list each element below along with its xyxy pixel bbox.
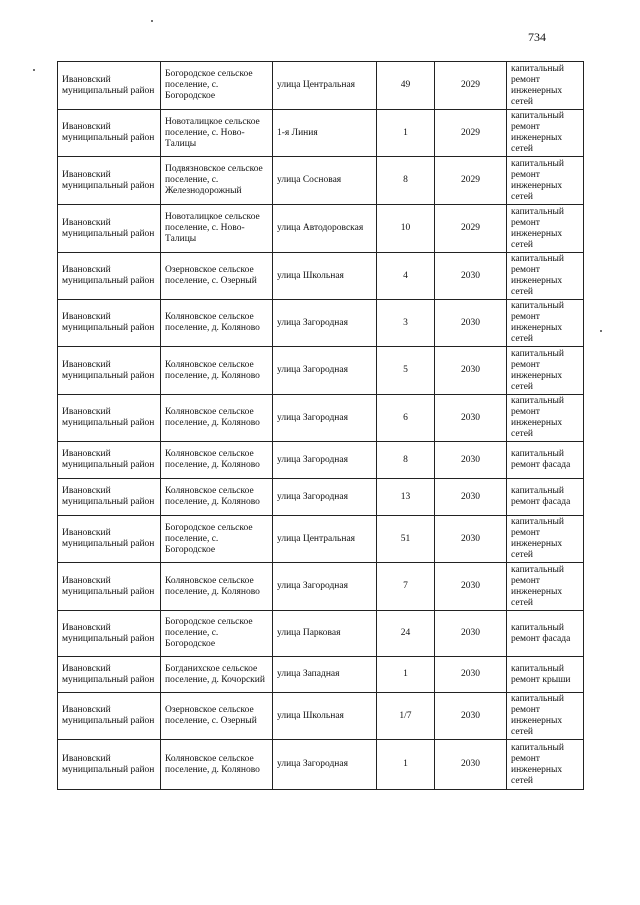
year-cell: 2030 — [435, 479, 507, 516]
year-cell: 2030 — [435, 516, 507, 563]
house-number-cell: 1 — [377, 740, 435, 790]
street-cell: улица Загородная — [273, 479, 377, 516]
street-cell: 1-я Линия — [273, 110, 377, 157]
year-cell: 2029 — [435, 62, 507, 110]
scan-speck — [33, 69, 35, 71]
street-cell: улица Парковая — [273, 611, 377, 657]
work-type-cell: капитальный ремонт инженерных сетей — [507, 62, 584, 110]
year-cell: 2030 — [435, 740, 507, 790]
municipality-cell: Ивановский муниципальный район — [58, 110, 161, 157]
settlement-cell: Коляновское сельское поселение, д. Коляново — [161, 300, 273, 347]
work-type-cell: капитальный ремонт инженерных сетей — [507, 253, 584, 300]
house-number-cell: 51 — [377, 516, 435, 563]
municipality-cell: Ивановский муниципальный район — [58, 516, 161, 563]
table-row — [58, 516, 584, 563]
table-row — [58, 479, 584, 516]
street-cell: улица Загородная — [273, 563, 377, 611]
table-row — [58, 205, 584, 253]
settlement-cell: Новоталицкое сельское поселение, с. Ново-Талицы — [161, 110, 273, 157]
work-type-cell: капитальный ремонт инженерных сетей — [507, 110, 584, 157]
house-number-cell: 1 — [377, 657, 435, 693]
street-cell: улица Центральная — [273, 516, 377, 563]
table-row — [58, 693, 584, 740]
house-number-cell: 49 — [377, 62, 435, 110]
municipality-cell: Ивановский муниципальный район — [58, 347, 161, 395]
house-number-cell: 13 — [377, 479, 435, 516]
house-number-cell: 10 — [377, 205, 435, 253]
street-cell: улица Школьная — [273, 693, 377, 740]
municipality-cell: Ивановский муниципальный район — [58, 479, 161, 516]
street-cell: улица Сосновая — [273, 157, 377, 205]
settlement-cell: Коляновское сельское поселение, д. Коляново — [161, 347, 273, 395]
table-row — [58, 110, 584, 157]
settlement-cell: Коляновское сельское поселение, д. Коляново — [161, 563, 273, 611]
work-type-cell: капитальный ремонт инженерных сетей — [507, 516, 584, 563]
settlement-cell: Богородское сельское поселение, с. Богородское — [161, 611, 273, 657]
page-number: 734 — [528, 30, 546, 44]
street-cell: улица Центральная — [273, 62, 377, 110]
house-number-cell: 4 — [377, 253, 435, 300]
table-row — [58, 157, 584, 205]
municipality-cell: Ивановский муниципальный район — [58, 740, 161, 790]
house-number-cell: 7 — [377, 563, 435, 611]
settlement-cell: Коляновское сельское поселение, д. Коляново — [161, 740, 273, 790]
year-cell: 2030 — [435, 693, 507, 740]
municipality-cell: Ивановский муниципальный район — [58, 157, 161, 205]
year-cell: 2030 — [435, 253, 507, 300]
work-type-cell: капитальный ремонт фасада — [507, 442, 584, 479]
year-cell: 2030 — [435, 563, 507, 611]
year-cell: 2030 — [435, 395, 507, 442]
street-cell: улица Автодоровская — [273, 205, 377, 253]
work-type-cell: капитальный ремонт крыши — [507, 657, 584, 693]
municipality-cell: Ивановский муниципальный район — [58, 693, 161, 740]
street-cell: улица Загородная — [273, 347, 377, 395]
work-type-cell: капитальный ремонт инженерных сетей — [507, 693, 584, 740]
year-cell: 2030 — [435, 611, 507, 657]
settlement-cell: Богородское сельское поселение, с. Богородское — [161, 516, 273, 563]
house-number-cell: 8 — [377, 442, 435, 479]
street-cell: улица Загородная — [273, 442, 377, 479]
settlement-cell: Озерновское сельское поселение, с. Озерный — [161, 253, 273, 300]
table-row — [58, 563, 584, 611]
year-cell: 2029 — [435, 157, 507, 205]
work-type-cell: капитальный ремонт инженерных сетей — [507, 740, 584, 790]
house-number-cell: 1 — [377, 110, 435, 157]
municipality-cell: Ивановский муниципальный район — [58, 657, 161, 693]
year-cell: 2030 — [435, 657, 507, 693]
municipality-cell: Ивановский муниципальный район — [58, 611, 161, 657]
street-cell: улица Загородная — [273, 740, 377, 790]
settlement-cell: Новоталицкое сельское поселение, с. Ново-Талицы — [161, 205, 273, 253]
municipality-cell: Ивановский муниципальный район — [58, 563, 161, 611]
table-row — [58, 253, 584, 300]
settlement-cell: Коляновское сельское поселение, д. Коляново — [161, 395, 273, 442]
house-number-cell: 24 — [377, 611, 435, 657]
table-row — [58, 300, 584, 347]
house-number-cell: 6 — [377, 395, 435, 442]
municipality-cell: Ивановский муниципальный район — [58, 442, 161, 479]
table-body — [58, 62, 584, 790]
work-type-cell: капитальный ремонт инженерных сетей — [507, 347, 584, 395]
housing-repair-table — [57, 61, 584, 790]
settlement-cell: Коляновское сельское поселение, д. Коляново — [161, 442, 273, 479]
table-row — [58, 740, 584, 790]
table-row — [58, 62, 584, 110]
work-type-cell: капитальный ремонт фасада — [507, 611, 584, 657]
table-row — [58, 657, 584, 693]
table-row — [58, 395, 584, 442]
settlement-cell: Подвязновское сельское поселение, с. Железнодорожный — [161, 157, 273, 205]
year-cell: 2029 — [435, 110, 507, 157]
settlement-cell: Коляновское сельское поселение, д. Коляново — [161, 479, 273, 516]
work-type-cell: капитальный ремонт инженерных сетей — [507, 563, 584, 611]
table-row — [58, 442, 584, 479]
municipality-cell: Ивановский муниципальный район — [58, 253, 161, 300]
table-row — [58, 611, 584, 657]
scan-speck — [151, 20, 153, 22]
municipality-cell: Ивановский муниципальный район — [58, 62, 161, 110]
work-type-cell: капитальный ремонт инженерных сетей — [507, 395, 584, 442]
year-cell: 2030 — [435, 347, 507, 395]
work-type-cell: капитальный ремонт инженерных сетей — [507, 205, 584, 253]
year-cell: 2030 — [435, 300, 507, 347]
work-type-cell: капитальный ремонт инженерных сетей — [507, 157, 584, 205]
table-row — [58, 347, 584, 395]
work-type-cell: капитальный ремонт инженерных сетей — [507, 300, 584, 347]
house-number-cell: 8 — [377, 157, 435, 205]
street-cell: улица Западная — [273, 657, 377, 693]
house-number-cell: 3 — [377, 300, 435, 347]
scan-speck — [600, 330, 602, 332]
municipality-cell: Ивановский муниципальный район — [58, 395, 161, 442]
year-cell: 2030 — [435, 442, 507, 479]
work-type-cell: капитальный ремонт фасада — [507, 479, 584, 516]
municipality-cell: Ивановский муниципальный район — [58, 205, 161, 253]
street-cell: улица Школьная — [273, 253, 377, 300]
settlement-cell: Богданихское сельское поселение, д. Кочорский — [161, 657, 273, 693]
house-number-cell: 5 — [377, 347, 435, 395]
settlement-cell: Озерновское сельское поселение, с. Озерный — [161, 693, 273, 740]
house-number-cell: 1/7 — [377, 693, 435, 740]
street-cell: улица Загородная — [273, 300, 377, 347]
street-cell: улица Загородная — [273, 395, 377, 442]
settlement-cell: Богородское сельское поселение, с. Богородское — [161, 62, 273, 110]
year-cell: 2029 — [435, 205, 507, 253]
municipality-cell: Ивановский муниципальный район — [58, 300, 161, 347]
